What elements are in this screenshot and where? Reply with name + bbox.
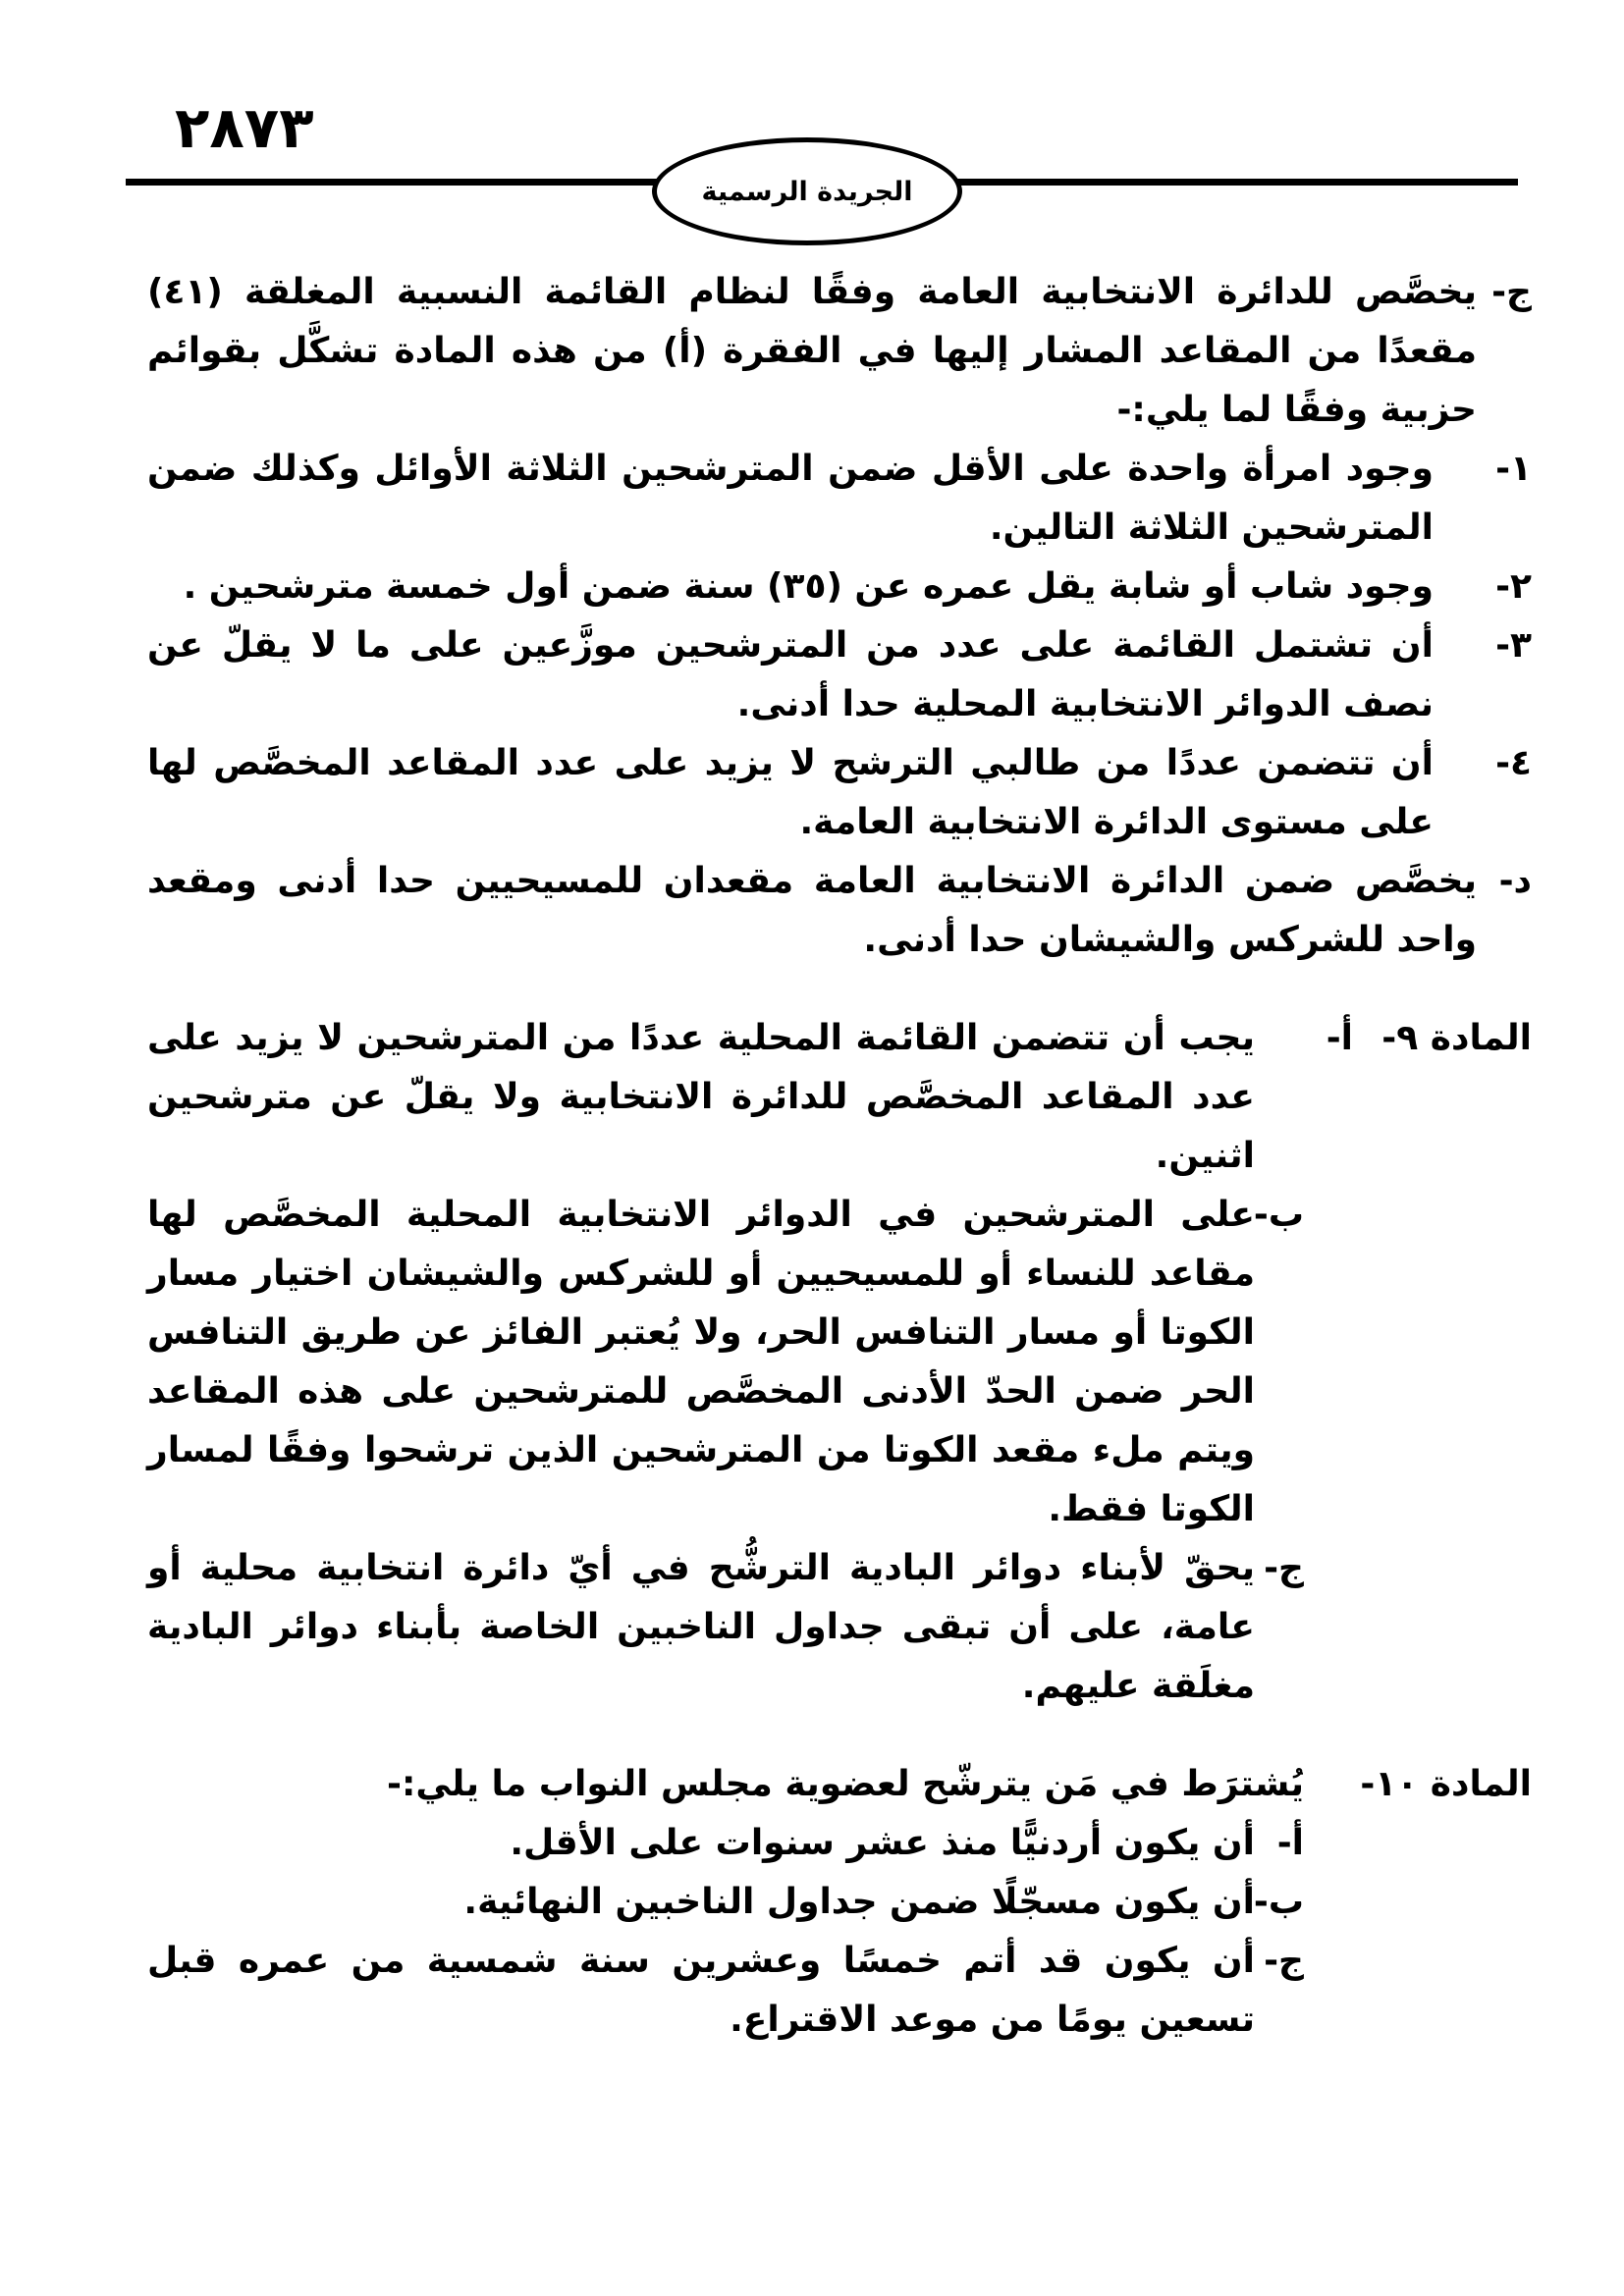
article-10-item-a-text: أن يكون أردنيًّا منذ عشر سنوات على الأقل. [510,1823,1255,1863]
section-c-text: يخصَّص للدائرة الانتخابية العامة وفقًا لنظام القائمة النسبية المغلقة (٤١) مقعدًا من المقاعد المشار إليها في الفقرة (أ) من هذه المادة تشكَّل بقوائم حزبية وفقًا لما يلي:- [147,272,1477,430]
section-c-label: ج- [1491,272,1532,312]
section-c-item-3-label: ٣- [1495,625,1532,666]
section-c-item-1-text: وجود امرأة واحدة على الأقل ضمن المترشحين الثلاثة الأوائل وكذلك ضمن المترشحين الثلاثة التالين. [147,449,1434,548]
article-10-item-c-text: أن يكون قد أتم خمسًا وعشرين سنة شمسية من عمره قبل تسعين يومًا من موعد الاقتراع. [147,1941,1255,2040]
section-d-label: د- [1498,861,1532,901]
article-10-item-b-label: ب- [1253,1882,1304,1922]
gazette-title: الجريدة الرسمية [701,176,913,207]
article-9-item-c-label: ج- [1264,1548,1304,1588]
article-10-item-b-text: أن يكون مسجّلًا ضمن جداول الناخبين النهائية. [463,1882,1255,1922]
article-10-item-a [147,1814,1532,1873]
section-c-item-4 [147,734,1532,852]
article-9-item-a [147,1009,1532,1186]
article-9-item-c [147,1539,1532,1716]
article-9-label: المادة ٩- [1381,1018,1532,1058]
page-number: ٢٨٧٣ [175,94,314,161]
article-10-item-b [147,1873,1532,1932]
section-c-item-2-text: وجود شاب أو شابة يقل عمره عن (٣٥) سنة ضمن أول خمسة مترشحين . [183,566,1434,607]
section-d-text: يخصَّص ضمن الدائرة الانتخابية العامة مقعدان للمسيحيين حدا أدنى ومقعد واحد للشركس والشيشان حدا أدنى. [147,861,1477,960]
section-c-item-4-label: ٤- [1495,743,1532,783]
article-9-item-b-text: على المترشحين في الدوائر الانتخابية المحلية المخصَّص لها مقاعد للنساء أو للمسيحيين أو للشركس والشيشان اختيار مسار الكوتا أو مسار التنافس الحر، ولا يُعتبر الفائز عن طريق التنافس الحر ضمن الحدّ الأدنى المخصَّص للمترشحين على هذه المقاعد ويتم ملء مقعد الكوتا من المترشحين الذين ترشحوا وفقًا لمسار الكوتا فقط. [147,1195,1255,1529]
article-9-item-b-label: ب- [1253,1195,1304,1235]
article-9-item-c-text: يحقّ لأبناء دوائر البادية الترشُّح في أيّ دائرة انتخابية محلية أو عامة، على أن تبقى جداول الناخبين الخاصة بأبناء دوائر البادية مغلَقة عليهم. [147,1548,1255,1706]
article-9-item-a-text: يجب أن تتضمن القائمة المحلية عددًا من المترشحين لا يزيد على عدد المقاعد المخصَّص للدائرة الانتخابية ولا يقلّ عن مترشحين اثنين. [147,1018,1255,1176]
article-9-item-a-label: أ- [1326,1018,1353,1058]
section-c-item-4-text: أن تتضمن عددًا من طالبي الترشح لا يزيد على عدد المقاعد المخصَّص لها على مستوى الدائرة الانتخابية العامة. [147,743,1434,842]
article-10-item-c-label: ج- [1264,1941,1304,1981]
article-10 [147,1755,1532,2050]
article-10-intro: يُشترَط في مَن يترشّح لعضوية مجلس النواب ما يلي:- [387,1764,1304,1804]
gazette-title-oval [652,137,962,245]
section-c-item-1 [147,440,1532,558]
section-c-item-1-label: ١- [1495,449,1532,489]
article-9-item-b [147,1186,1532,1539]
article-10-item-c [147,1932,1532,2050]
article-9 [147,1009,1532,1716]
document-body [147,263,1532,2050]
section-d [147,852,1532,970]
section-c-item-2-label: ٢- [1495,566,1532,607]
section-c-item-2 [147,558,1532,616]
section-c [147,263,1532,440]
article-10-item-a-label: أ- [1276,1823,1304,1863]
section-c-item-3 [147,616,1532,734]
article-10-label: المادة ١٠- [1360,1764,1532,1804]
section-c-item-3-text: أن تشتمل القائمة على عدد من المترشحين موزَّعين على ما لا يقلّ عن نصف الدوائر الانتخابية المحلية حدا أدنى. [147,625,1434,724]
